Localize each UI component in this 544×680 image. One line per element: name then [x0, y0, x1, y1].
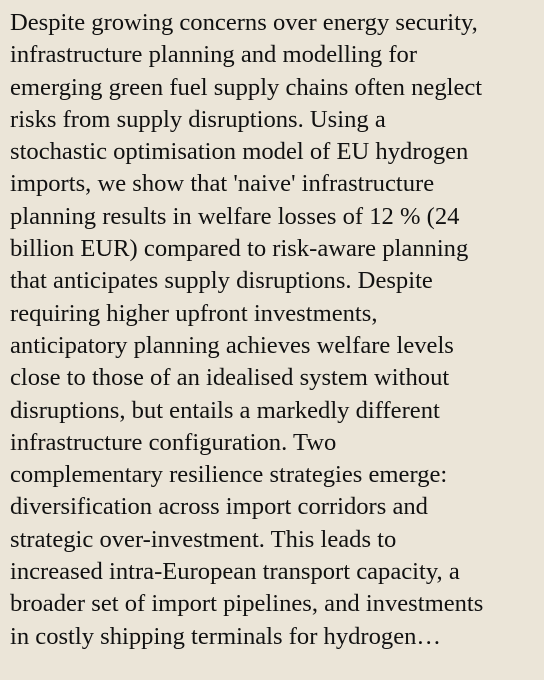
text-line: close to those of an idealised system without: [10, 364, 450, 392]
text-line: anticipatory planning achieves welfare levels: [10, 331, 454, 359]
text-line: emerging green fuel supply chains often neglect: [10, 73, 483, 101]
text-line: planning results in welfare losses of 12 % (24: [10, 202, 460, 230]
abstract-text: [10, 7, 544, 653]
text-line: requiring higher upfront investments,: [10, 299, 378, 327]
text-line: risks from supply disruptions. Using a: [10, 105, 386, 133]
text-line: complementary resilience strategies emerge:: [10, 461, 448, 489]
text-line: that anticipates supply disruptions. Despite: [10, 267, 433, 295]
text-line: increased intra-European transport capacity, a: [10, 558, 460, 586]
text-line: strategic over-investment. This leads to: [10, 525, 397, 553]
text-line: infrastructure planning and modelling for: [10, 41, 418, 69]
text-line: imports, we show that 'naive' infrastructure: [10, 170, 435, 198]
text-line: diversification across import corridors and: [10, 493, 428, 521]
text-line: infrastructure configuration. Two: [10, 428, 337, 456]
text-line: billion EUR) compared to risk-aware planning: [10, 235, 469, 263]
text-line: disruptions, but entails a markedly different: [10, 396, 440, 424]
text-line: in costly shipping terminals for hydrogen…: [10, 622, 442, 650]
text-line: broader set of import pipelines, and investments: [10, 590, 484, 618]
text-line: stochastic optimisation model of EU hydrogen: [10, 138, 469, 166]
text-line: Despite growing concerns over energy security,: [10, 9, 478, 36]
